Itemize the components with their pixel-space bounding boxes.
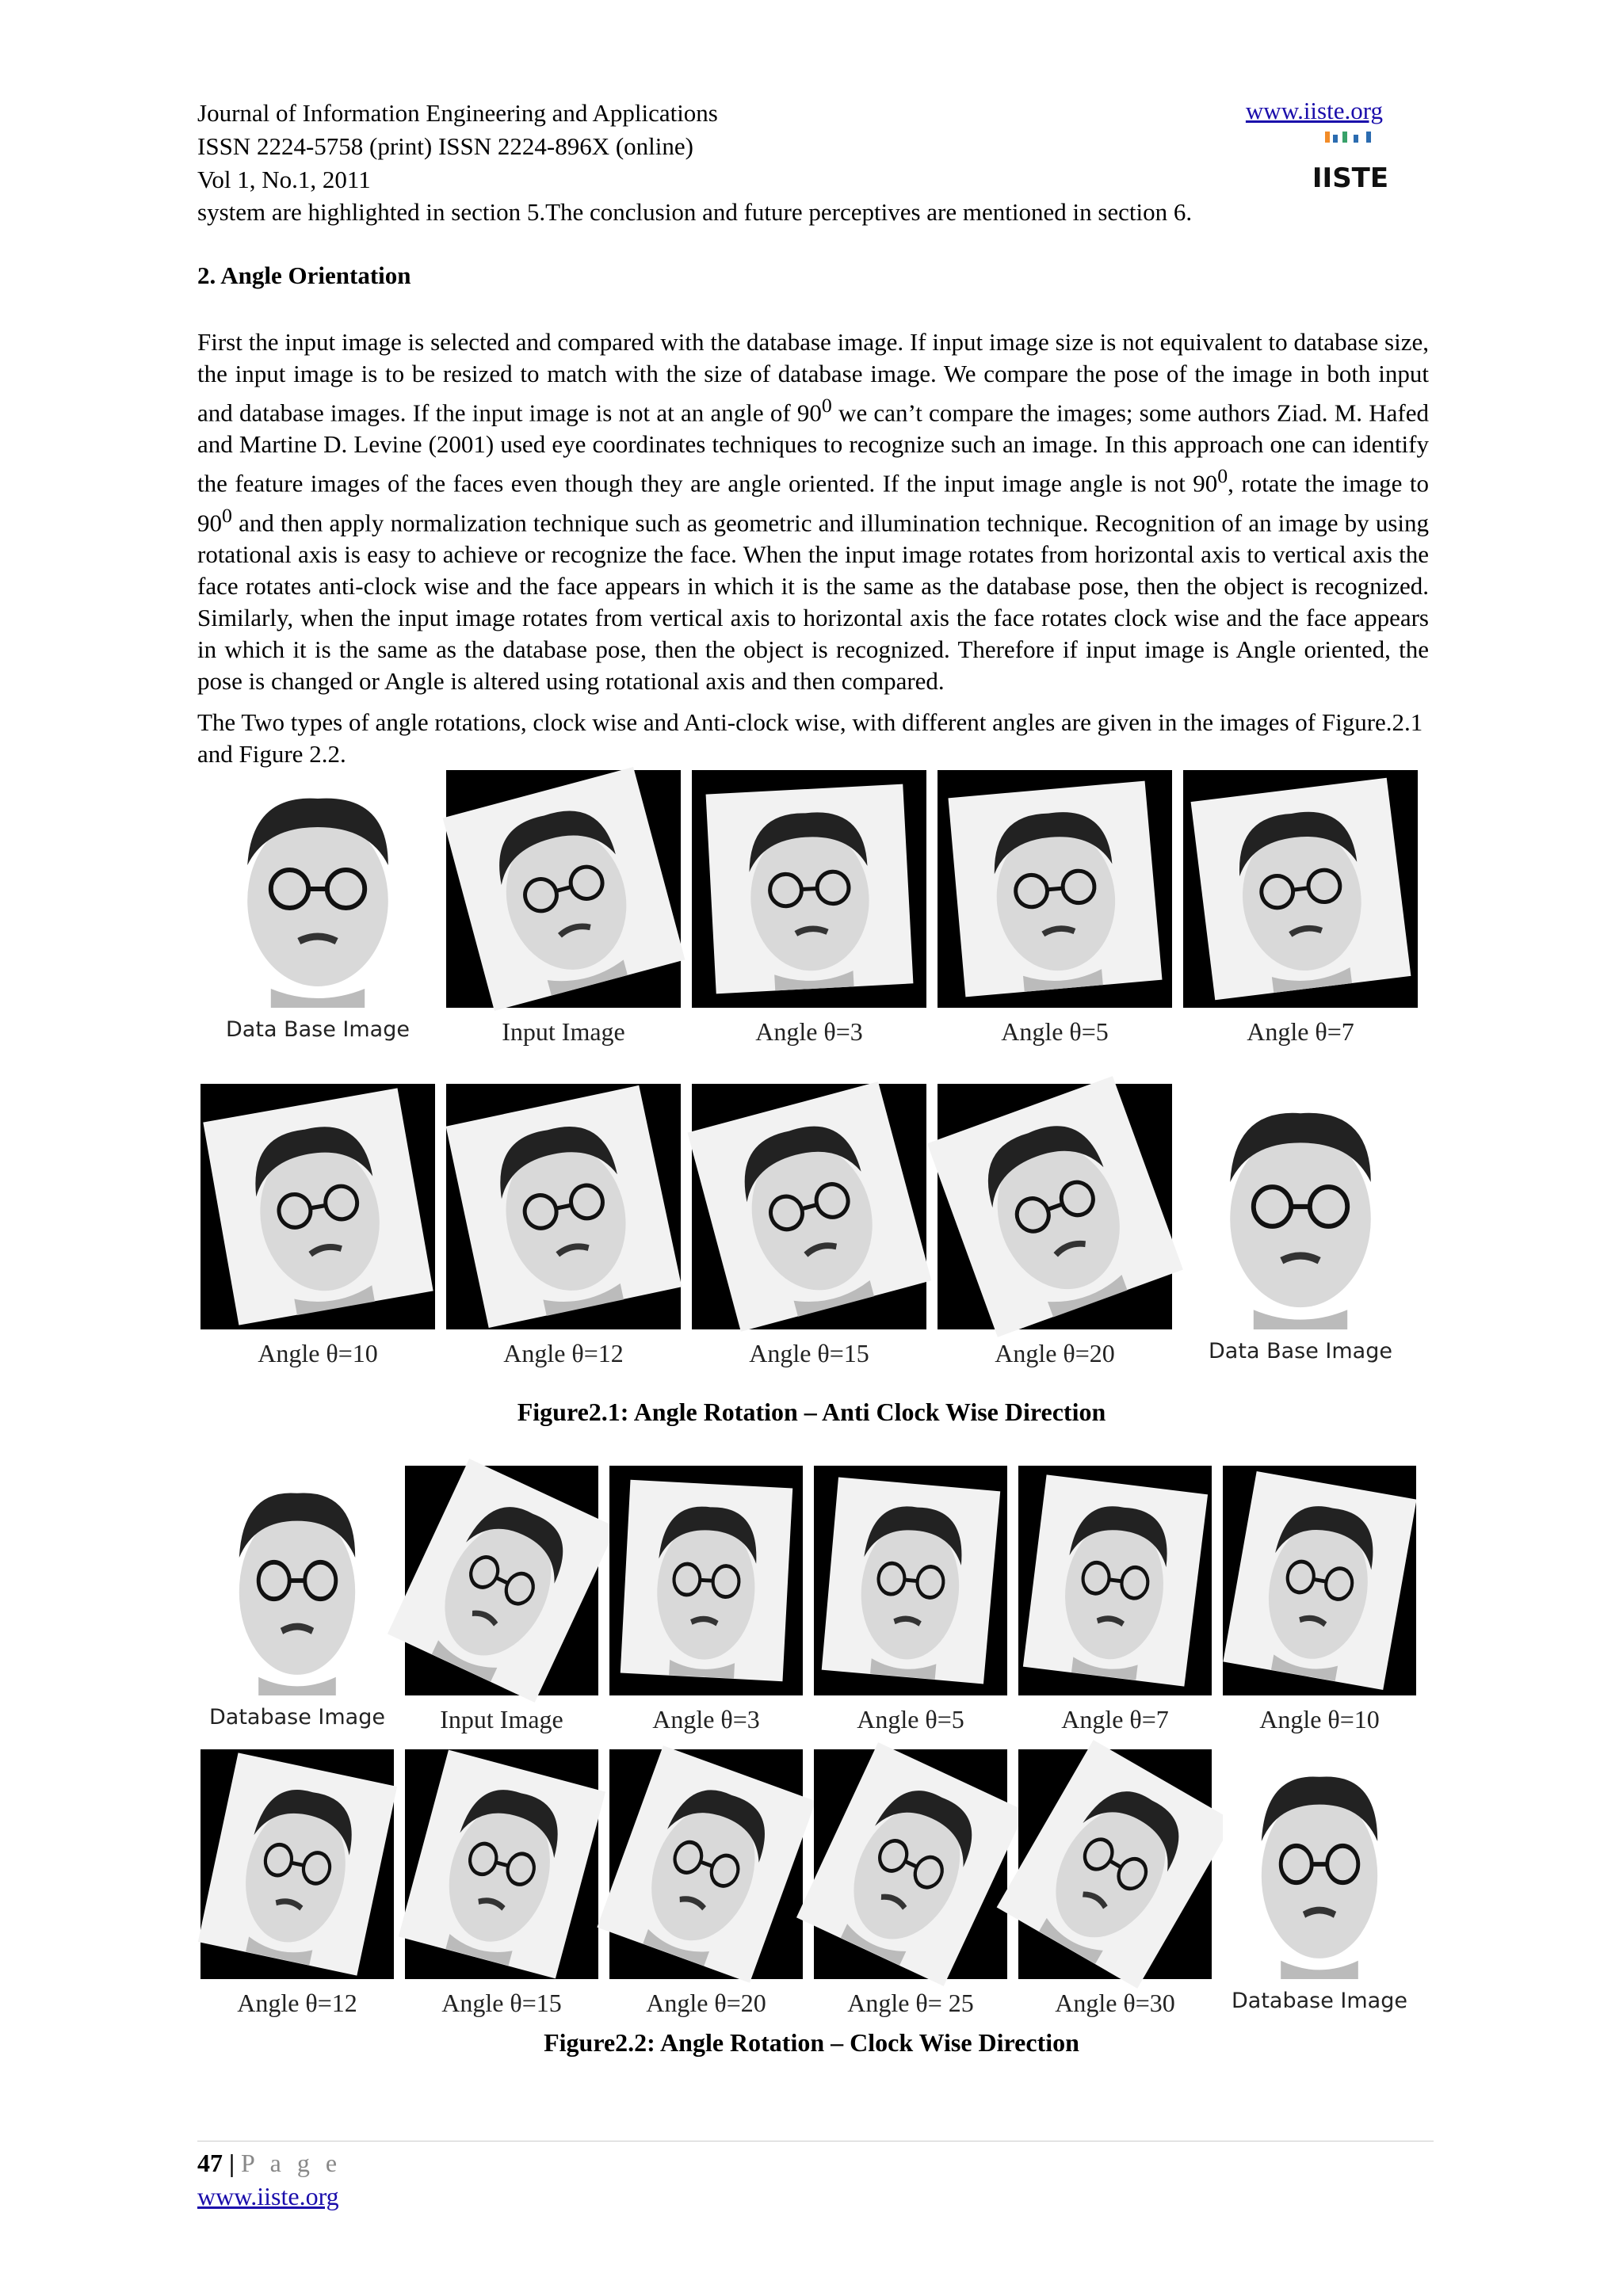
face-photo xyxy=(692,770,926,1008)
figure-label: Angle θ= 25 xyxy=(847,1989,974,2017)
figure1-row1 xyxy=(197,770,1434,1063)
face-photo xyxy=(1183,1084,1418,1329)
page-number: 47 xyxy=(197,2149,223,2177)
face-photo xyxy=(1223,1749,1416,1979)
figure-label: Angle θ=3 xyxy=(652,1705,760,1733)
intro-line: system are highlighted in section 5.The conclusion and future perceptives are mentioned in section 6. xyxy=(197,198,1193,226)
figure-label: Angle θ=10 xyxy=(1259,1705,1380,1733)
figure2-row1-cell-6 xyxy=(1220,1466,1419,1734)
figure-label: Input Image xyxy=(440,1705,563,1733)
figure1-row2-cell-1 xyxy=(197,1084,438,1368)
figure1-row2 xyxy=(197,1084,1434,1385)
figure1-caption: Figure2.1: Angle Rotation – Anti Clock Wise Direction xyxy=(517,1398,1106,1426)
face-photo xyxy=(200,1749,394,1979)
figure2-row2 xyxy=(197,1749,1434,2019)
figure1-row2-cell-4 xyxy=(934,1084,1175,1368)
figure-label: Angle θ=5 xyxy=(857,1705,964,1733)
figure-label: Input Image xyxy=(502,1017,625,1046)
figure1-row1-cell-5 xyxy=(1180,770,1421,1047)
figure2-row1-cell-2 xyxy=(402,1466,601,1734)
footer-rule xyxy=(197,2141,1434,2142)
figure-label: Angle θ=15 xyxy=(749,1339,869,1367)
figure-label: Angle θ=3 xyxy=(755,1017,863,1046)
figure-label: Data Base Image xyxy=(226,1017,410,1042)
face-photo xyxy=(1183,770,1418,1008)
figure-label: Angle θ=7 xyxy=(1247,1017,1354,1046)
face-photo xyxy=(405,1749,598,1979)
figure-label: Angle θ=5 xyxy=(1001,1017,1109,1046)
figure1-row1-cell-4 xyxy=(934,770,1175,1047)
figure-label: Angle θ=30 xyxy=(1055,1989,1175,2017)
iiste-logo xyxy=(1312,130,1389,196)
figure-label: Angle θ=12 xyxy=(237,1989,357,2017)
section-heading: 2. Angle Orientation xyxy=(197,261,411,289)
figure-label: Angle θ=20 xyxy=(646,1989,766,2017)
figure-label: Database Image xyxy=(1232,1989,1407,2013)
figure2-row2-cell-5 xyxy=(1015,1749,1215,2018)
figure2-row2-cell-4 xyxy=(811,1749,1010,2018)
journal-website-link[interactable]: www.iiste.org xyxy=(1245,97,1383,124)
figure2-row2-cell-6 xyxy=(1220,1749,1419,2013)
footer-website-link[interactable]: www.iiste.org xyxy=(197,2182,339,2210)
figure1-row2-cell-2 xyxy=(443,1084,684,1368)
face-photo xyxy=(938,1084,1172,1329)
figure2-row1 xyxy=(197,1466,1434,1735)
figure2-row1-cell-1 xyxy=(197,1466,397,1730)
figure-label: Angle θ=10 xyxy=(258,1339,378,1367)
figure1-row1-cell-2 xyxy=(443,770,684,1047)
figure1-row2-cell-3 xyxy=(689,1084,930,1368)
page-separator: | xyxy=(229,2149,235,2177)
face-photo xyxy=(1223,1466,1416,1695)
figure2-row2-cell-1 xyxy=(197,1749,397,2018)
face-photo xyxy=(446,770,681,1008)
face-photo xyxy=(200,1466,394,1695)
figure-label: Angle θ=7 xyxy=(1061,1705,1169,1733)
figure-label: Angle θ=20 xyxy=(995,1339,1115,1367)
page-footer xyxy=(197,2149,342,2178)
figure-label: Data Base Image xyxy=(1209,1339,1392,1363)
figure2-row1-cell-3 xyxy=(606,1466,806,1734)
figure-label: Angle θ=12 xyxy=(503,1339,624,1367)
figure-label: Database Image xyxy=(209,1705,385,1730)
logo-text: IISTE xyxy=(1312,162,1389,194)
face-photo xyxy=(200,1084,435,1329)
face-photo xyxy=(814,1466,1007,1695)
face-photo xyxy=(609,1749,803,1979)
figure1-row2-cell-5 xyxy=(1180,1084,1421,1363)
figure1-row1-cell-3 xyxy=(689,770,930,1047)
face-photo xyxy=(446,1084,681,1329)
section-paragraph-2: The Two types of angle rotations, clock wise and Anti-clock wise, with different angles are given in the images of Figure.2.1 and Figure 2.2. xyxy=(197,708,1423,768)
face-photo xyxy=(405,1466,598,1695)
face-photo xyxy=(200,770,435,1008)
face-photo xyxy=(692,1084,926,1329)
figure-label: Angle θ=15 xyxy=(441,1989,562,2017)
face-photo xyxy=(938,770,1172,1008)
page-word: P a g e xyxy=(241,2149,342,2177)
figure2-row1-cell-4 xyxy=(811,1466,1010,1734)
face-photo xyxy=(1018,1749,1212,1979)
face-photo xyxy=(1018,1466,1212,1695)
face-photo xyxy=(609,1466,803,1695)
face-photo xyxy=(814,1749,1007,1979)
figure2-row2-cell-2 xyxy=(402,1749,601,2018)
section-paragraph: First the input image is selected and compared with the database image. If input image size is not equivalent to database size, the input image is to be resized to match with the size of database image. We compare the pose of the image in both input and database images. If the input image is not at an angle of $90^0$ we can’t compare the images; some authors Ziad. M. Hafed and Martine D. Levine (2001) used eye coordinates techniques to recognize such an image. In this approach one can identify the feature images of the faces even though they are angle oriented. If the input image angle is not $90^0$, rotate the image to $90^0$ and then apply normalization technique such as geometric and illumination technique. Recognition of an image by using rotational axis is easy to achieve or recognize the face. When the input image rotates from horizontal axis to vertical axis the face rotates anti-clock wise and the face appears in which it is the same as the database pose, then the object is recognized. Similarly, when the input image rotates from vertical axis to horizontal axis the face rotates clock wise and the face appears in which it is the same as the database pose, then the object is recognized. Therefore if input image is Angle oriented, the pose is changed or Angle is altered using rotational axis and then compared. xyxy=(197,328,1430,695)
figure2-caption: Figure2.2: Angle Rotation – Clock Wise Direction xyxy=(544,2028,1079,2057)
journal-title: Journal of Information Engineering and Applications xyxy=(197,99,718,127)
figure1-row1-cell-1 xyxy=(197,770,438,1042)
journal-issn: ISSN 2224-5758 (print) ISSN 2224-896X (online) xyxy=(197,132,693,160)
journal-volume: Vol 1, No.1, 2011 xyxy=(197,166,371,193)
figure2-row1-cell-5 xyxy=(1015,1466,1215,1734)
figure2-row2-cell-3 xyxy=(606,1749,806,2018)
